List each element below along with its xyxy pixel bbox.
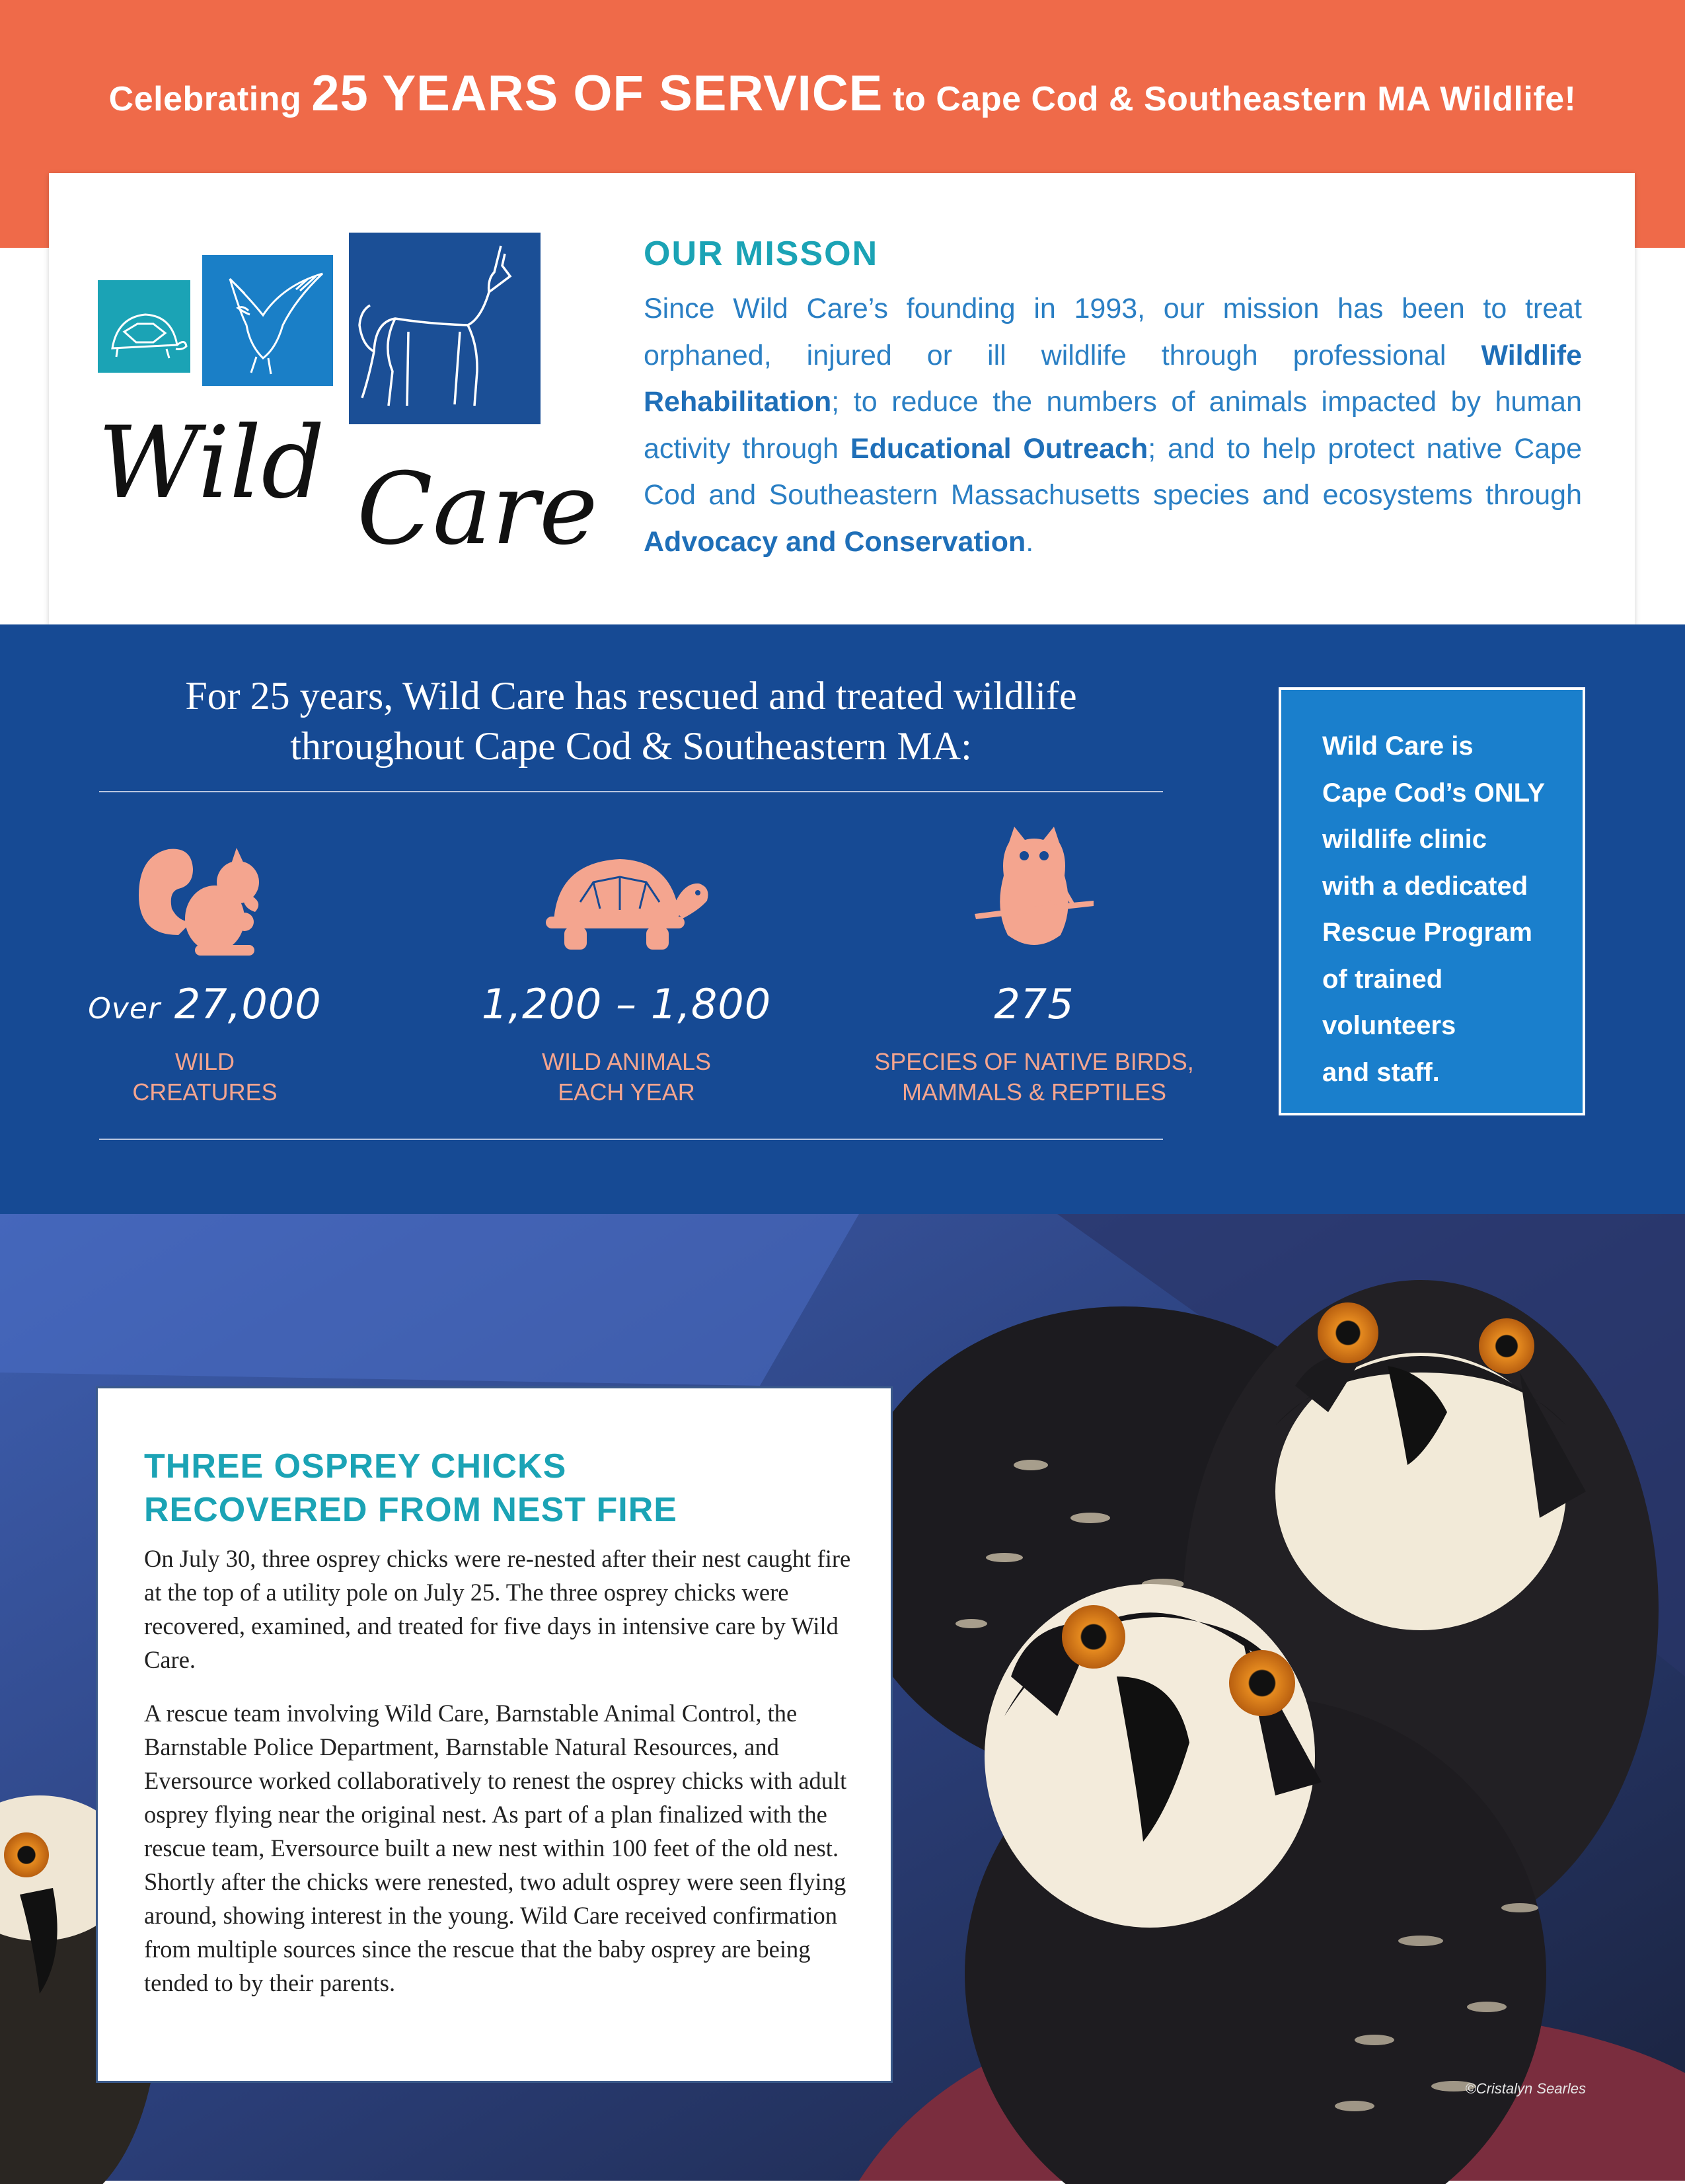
stats-bottom-rule: [99, 1139, 1163, 1140]
stats-heading-line-2: throughout Cape Cod & Southeastern MA:: [290, 724, 972, 768]
stat-item-species: [862, 823, 1206, 1108]
mission-title: OUR MISSON: [644, 235, 879, 273]
logo-coyote-square: [349, 233, 541, 424]
stat-caption-creatures: [33, 1047, 377, 1108]
callout-line: with a dedicated: [1322, 871, 1528, 901]
wild-care-logo: [98, 233, 598, 567]
callout-line: and staff.: [1322, 1057, 1440, 1087]
stat-item-animals-per-year: [455, 836, 798, 1108]
mission-text-4: .: [1026, 525, 1034, 558]
stat-number-creatures: [33, 980, 377, 1028]
article-title-line-1: THREE OSPREY CHICKS: [144, 1447, 567, 1486]
callout-line: Wild Care is: [1322, 732, 1474, 761]
callout-line: Cape Cod’s ONLY: [1322, 778, 1546, 808]
turtle-icon: [541, 836, 712, 961]
banner-prefix: Celebrating: [108, 80, 302, 118]
stat-caption-line: WILD ANIMALS: [541, 1048, 712, 1075]
stat-caption-line: EACH YEAR: [558, 1078, 695, 1106]
callout-line: wildlife clinic: [1322, 825, 1487, 854]
only-clinic-text: [1322, 723, 1573, 1096]
stats-heading: [99, 671, 1163, 771]
stat-caption-line: CREATURES: [132, 1078, 278, 1106]
article-title-line-2: RECOVERED FROM NEST FIRE: [144, 1491, 677, 1529]
mission-text-3: ; and to help protect native Cape Cod and Southeastern Massachusetts species and ecosystems through: [644, 432, 1582, 511]
article-body: [144, 1542, 851, 2019]
stat-number-species: [862, 980, 1206, 1028]
mission-text-2: ; to reduce the numbers of animals impacted by human activity through: [644, 386, 1582, 465]
stats-heading-line-1: For 25 years, Wild Care has rescued and treated wildlife: [185, 674, 1077, 718]
article-paragraph-2: A rescue team involving Wild Care, Barnstable Animal Control, the Barnstable Police Department, Barnstable Natural Resources, and Eversource worked collaboratively to renest the osprey chicks with adult osprey flying near the original nest. As part of a plan finalized with the rescue team, Eversource built a new nest within 100 feet of the old nest. Shortly after the chicks were renested, two adult osprey were seen flying around, showing interest in the young. Wild Care received confirmation from multiple sources since the rescue that the baby osprey are being tended to by their parents.: [144, 1700, 847, 1996]
stat-caption-species: [862, 1047, 1206, 1108]
logo-eagle-square: [202, 255, 333, 386]
banner-headline: [0, 65, 1685, 122]
squirrel-icon: [132, 836, 278, 961]
stat-caption-line: MAMMALS & REPTILES: [901, 1078, 1167, 1106]
mission-body: [644, 285, 1582, 565]
callout-line: Rescue Program: [1322, 918, 1532, 947]
stat-value-animals-per-year: 1,200 – 1,800: [481, 980, 772, 1028]
mission-card: [49, 173, 1635, 624]
stats-top-rule: [99, 791, 1163, 792]
stat-number-animals-per-year: [455, 980, 798, 1028]
mission-bold-rehabilitation: Wildlife Rehabilitation: [644, 339, 1582, 418]
logo-turtle-square: [98, 280, 190, 373]
article-title: [144, 1445, 858, 1532]
only-clinic-callout: [1279, 687, 1585, 1115]
banner-highlight: 25 YEARS OF SERVICE: [311, 65, 883, 122]
banner-suffix: to Cape Cod & Southeastern MA Wildlife!: [893, 80, 1577, 118]
owl-icon: [968, 823, 1100, 961]
stat-caption-line: WILD: [175, 1048, 235, 1075]
stat-prefix-over: Over: [88, 992, 161, 1026]
stats-band: [0, 624, 1685, 1214]
stat-caption-animals-per-year: [455, 1047, 798, 1108]
logo-word-care: Care: [357, 452, 598, 567]
photo-credit: ©Cristalyn Searles: [1465, 2080, 1586, 2097]
stat-value-creatures: 27,000: [174, 980, 322, 1028]
mission-text-1: Since Wild Care’s founding in 1993, our mission has been to treat orphaned, injured or ill wildlife through professional: [644, 293, 1582, 371]
mission-bold-advocacy: Advocacy and Conservation: [644, 525, 1026, 558]
article-box: [96, 1386, 893, 2083]
stat-value-species: 275: [994, 980, 1074, 1028]
stat-item-creatures: [33, 836, 377, 1108]
mission-bold-outreach: Educational Outreach: [850, 432, 1148, 465]
article-paragraph-1: On July 30, three osprey chicks were re-nested after their nest caught fire at the top of a utility pole on July 25. The three osprey chicks were recovered, examined, and treated for five days in intensive care by Wild Care.: [144, 1545, 851, 1673]
stat-caption-line: SPECIES OF NATIVE BIRDS,: [874, 1048, 1194, 1075]
logo-word-wild: Wild: [98, 406, 325, 521]
callout-line: of trained: [1322, 964, 1443, 994]
callout-line: volunteers: [1322, 1011, 1456, 1040]
